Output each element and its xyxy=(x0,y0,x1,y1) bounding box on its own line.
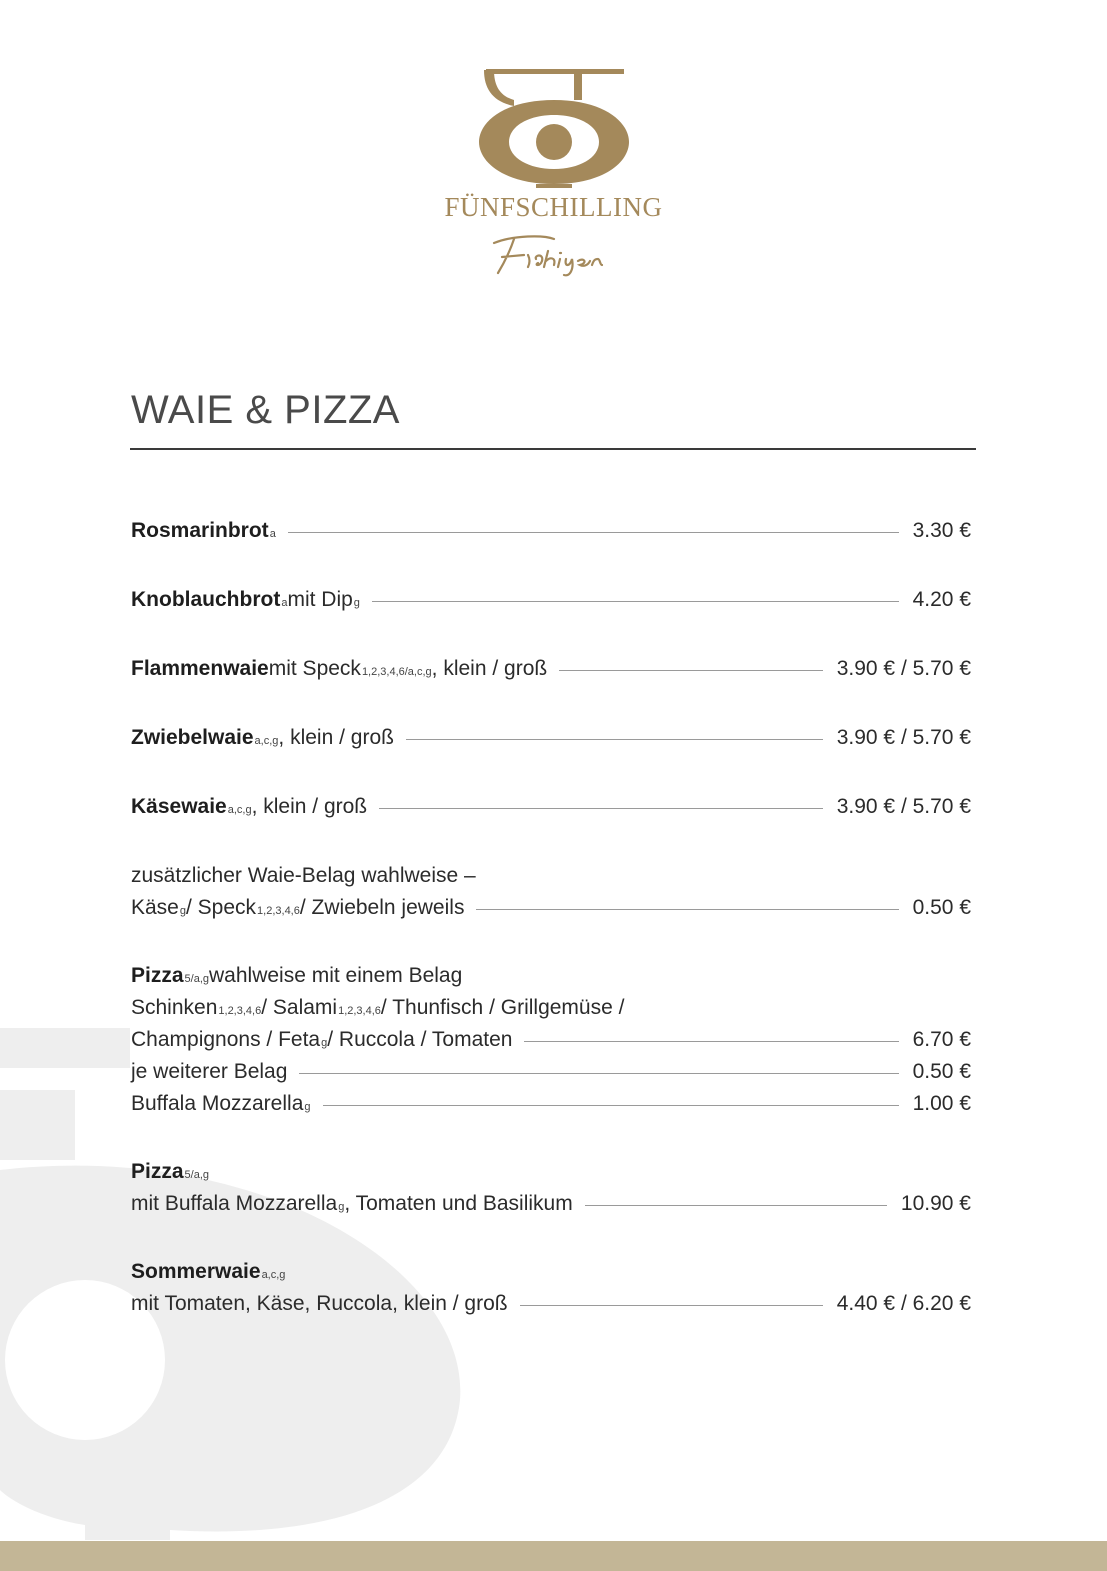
menu-item-knoblauchbrot: Knoblauchbrot a mit Dip g 4.20 € xyxy=(131,584,971,616)
dotted-leader xyxy=(323,1105,899,1106)
item-price: 4.40 € / 6.20 € xyxy=(836,1292,971,1315)
menu-item-sommerwaie-heading: Sommerwaie a,c,g xyxy=(131,1256,971,1288)
item-description: / Speck xyxy=(186,896,257,919)
item-description: / Ruccola / Tomaten xyxy=(327,1028,513,1051)
dotted-leader xyxy=(288,532,899,533)
dotted-leader xyxy=(406,739,823,740)
menu-item-pizza-buffala-heading: Pizza 5/a,g xyxy=(131,1156,971,1188)
dotted-leader xyxy=(372,601,899,602)
item-description: / Zwiebeln jeweils xyxy=(299,896,465,919)
item-description: mit Speck xyxy=(268,657,361,680)
menu-item-flammenwaie: Flammenwaie mit Speck 1,2,3,4,6/a,c,g , klein / groß 3.90 € / 5.70 € xyxy=(131,653,971,685)
section-title: WAIE & PIZZA xyxy=(131,388,400,432)
item-name: Sommerwaie xyxy=(131,1260,261,1283)
item-name: Käsewaie xyxy=(131,795,227,818)
item-price: 6.70 € xyxy=(912,1028,971,1051)
menu-item-pizza-buffala: mit Buffala Mozzarella g , Tomaten und Basilikum 10.90 € xyxy=(131,1188,971,1220)
item-name: Pizza xyxy=(131,964,184,987)
menu-item-zwiebelwaie: Zwiebelwaie a,c,g , klein / groß 3.90 € / 5.70 € xyxy=(131,722,971,754)
brand-logo xyxy=(0,60,1107,279)
item-description: je weiterer Belag xyxy=(131,1060,288,1083)
brand-name: FÜNFSCHILLING xyxy=(444,192,663,222)
footer-band xyxy=(0,1541,1107,1571)
item-description: Buffala Mozzarella xyxy=(131,1092,304,1115)
item-description: Schinken xyxy=(131,996,218,1019)
menu-item-pizza: Champignons / Feta g / Ruccola / Tomaten 6.70 € xyxy=(131,1024,971,1056)
item-price: 10.90 € xyxy=(900,1192,971,1215)
item-description: wahlweise mit einem Belag xyxy=(209,964,463,987)
menu-item-rosmarinbrot: Rosmarinbrot a 3.30 € xyxy=(131,515,971,547)
item-name: Rosmarinbrot xyxy=(131,519,269,542)
item-price: 3.90 € / 5.70 € xyxy=(836,726,971,749)
item-description: Käse xyxy=(131,896,179,919)
item-size: , klein / groß xyxy=(431,657,548,680)
title-divider xyxy=(130,448,976,450)
dotted-leader xyxy=(520,1305,823,1306)
dotted-leader xyxy=(476,909,898,910)
item-description: mit Buffala Mozzarella xyxy=(131,1192,338,1215)
item-price: 3.90 € / 5.70 € xyxy=(836,795,971,818)
dotted-leader xyxy=(299,1073,898,1074)
menu-item-pizza-heading: Pizza 5/a,g wahlweise mit einem Belag xyxy=(131,960,971,992)
item-name: Flammenwaie xyxy=(131,657,269,680)
menu-item-extra-pizza-topping xyxy=(131,1056,971,1088)
menu-item-extra-topping-heading xyxy=(131,860,971,892)
item-size: , klein / groß xyxy=(251,795,368,818)
emblem-icon xyxy=(474,60,634,188)
item-size: , klein / groß xyxy=(278,726,394,749)
item-description: / Thunfisch / Grillgemüse / xyxy=(380,996,625,1019)
menu-item-pizza-toppings: Schinken 1,2,3,4,6 / Salami 1,2,3,4,6 / Thunfisch / Grillgemüse / xyxy=(131,992,971,1024)
item-price: 3.90 € / 5.70 € xyxy=(836,657,971,680)
menu-item-extra-topping: Käse g / Speck 1,2,3,4,6 / Zwiebeln jeweils 0.50 € xyxy=(131,892,971,924)
menu-item-kaesewaie: Käsewaie a,c,g , klein / groß 3.90 € / 5.70 € xyxy=(131,791,971,823)
location-script xyxy=(484,229,624,279)
item-price: 0.50 € xyxy=(912,896,971,919)
item-description: mit Dip xyxy=(287,588,353,611)
item-price: 0.50 € xyxy=(912,1060,971,1083)
item-price: 4.20 € xyxy=(912,588,971,611)
menu-item-buffala-addon: Buffala Mozzarella g 1.00 € xyxy=(131,1088,971,1120)
menu-item-sommerwaie xyxy=(131,1288,971,1320)
item-name: Knoblauchbrot xyxy=(131,588,281,611)
item-description: / Salami xyxy=(261,996,338,1019)
item-description: , Tomaten und Basilikum xyxy=(344,1192,573,1215)
item-name: Zwiebelwaie xyxy=(131,726,254,749)
item-price: 3.30 € xyxy=(912,519,971,542)
dotted-leader xyxy=(379,808,823,809)
dotted-leader xyxy=(524,1041,898,1042)
item-description: Champignons / Feta xyxy=(131,1028,321,1051)
item-price: 1.00 € xyxy=(912,1092,971,1115)
dotted-leader xyxy=(559,670,823,671)
item-name: Pizza xyxy=(131,1160,184,1183)
item-description: zusätzlicher Waie-Belag wahlweise – xyxy=(131,864,476,887)
dotted-leader xyxy=(585,1205,887,1206)
item-description: mit Tomaten, Käse, Ruccola, klein / groß xyxy=(131,1292,508,1315)
